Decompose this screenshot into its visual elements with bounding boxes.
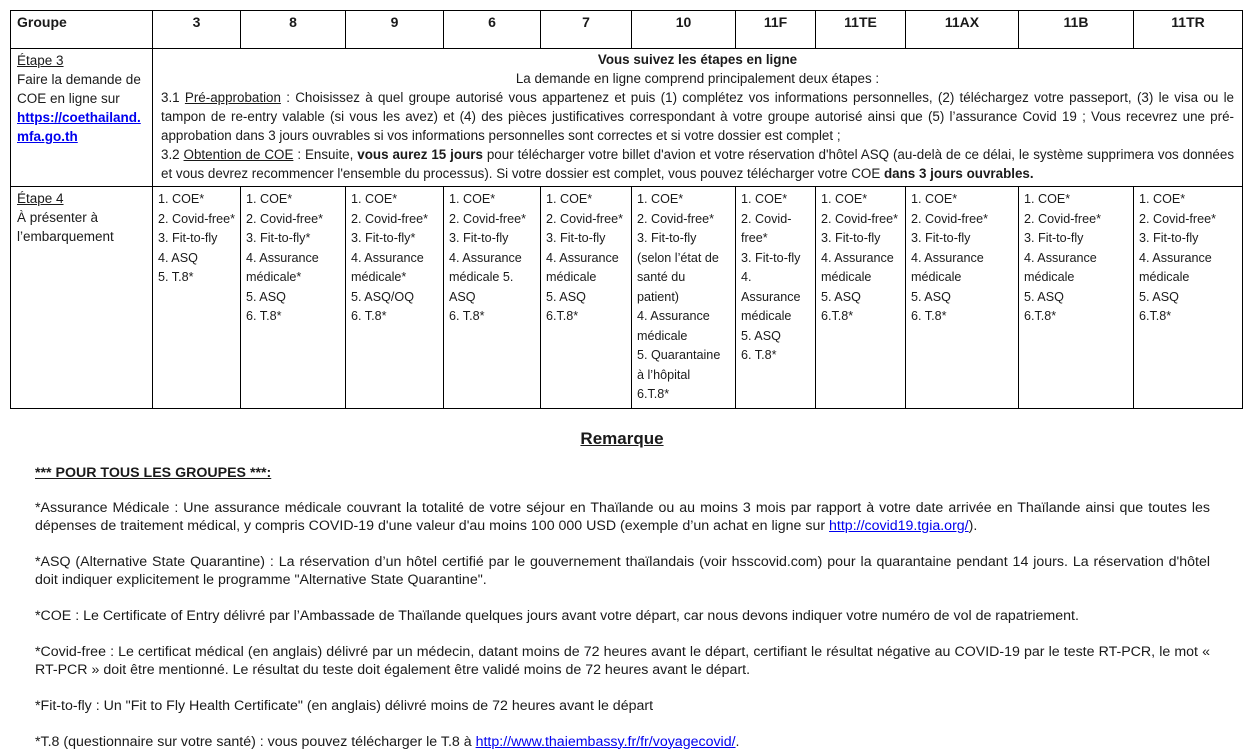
checklist-item: 3. Fit-to-fly: [1139, 231, 1199, 245]
checklist-item: 3. Fit-to-fly: [821, 231, 881, 245]
note-fit-to-fly: [35, 697, 1210, 715]
coe-steps-table: [10, 10, 1243, 409]
checklist-item: 1. COE*: [637, 192, 684, 206]
checklist-item: 4. Assurance médicale*: [246, 250, 319, 284]
column-header-6: 6: [444, 11, 541, 49]
checklist-item: 4. Assurance médicale: [1024, 250, 1097, 284]
note-covid-free: [35, 643, 1210, 679]
note-assurance-medicale: [35, 499, 1210, 535]
etape3-step-3-1: [161, 88, 1234, 145]
checklist-item: 5. ASQ/OQ: [351, 289, 414, 304]
checklist-item: 4. Assurance médicale: [1139, 250, 1212, 284]
checklist-item: 4. Assurance médicale: [637, 309, 710, 343]
checklist-item: 2. Covid-free*: [158, 211, 235, 226]
checklist-item: 3. Fit-to-fly: [158, 231, 218, 245]
checklist-item: 1. COE*: [351, 192, 398, 206]
text-segment: *Fit-to-fly : Un "Fit to Fly Health Certificate" (en anglais) délivré moins de 72 heures avant le départ: [35, 697, 654, 714]
checklist-item: 1. COE*: [911, 192, 958, 206]
text-segment: 3.1: [161, 90, 185, 105]
text-segment: 3.2: [161, 147, 184, 162]
checklist-item: 6.T.8*: [637, 387, 670, 401]
checklist-item: 5. T.8*: [158, 270, 194, 284]
checklist-item: 3. Fit-to-fly: [741, 250, 801, 265]
notes-section: [35, 465, 1210, 751]
table-header-row: [11, 11, 1243, 49]
text-segment: *Assurance Médicale : Une assurance médicale couvrant la totalité de votre séjour en Thaïlande ou au moins 3 mois par rapport à votre date arrivée en Thaïlande ainsi que toutes les dépenses de traitement médical, y compris COVID-19 d'une valeur d'au moins 100 000 USD (exemple d’un achat en ligne sur: [35, 499, 1210, 534]
checklist-item: 2. Covid-free*: [1024, 211, 1101, 226]
text-segment: .: [735, 733, 740, 750]
etape3-label-cell: [11, 49, 153, 187]
note-asq: [35, 553, 1210, 589]
column-header-11te: 11TE: [816, 11, 906, 49]
checklist-item: 3. Fit-to-fly*: [246, 231, 311, 245]
text-segment: : Ensuite,: [293, 147, 358, 162]
checklist-item: 2. Covid-free*: [351, 211, 428, 226]
etape4-title: Étape 4: [17, 191, 64, 206]
checklist-item: 1. COE*: [1139, 192, 1186, 206]
etape4-subtitle: À présenter à l’embarquement: [17, 210, 114, 244]
etape3-subtitle: Faire la demande de COE en ligne sur: [17, 72, 141, 106]
checklist-item: 2. Covid-free*: [911, 211, 988, 226]
etape3-instructions-cell: [153, 49, 1243, 187]
checklist-group-10: [632, 187, 736, 409]
checklist-item: 1. COE*: [158, 192, 205, 206]
column-header-9: 9: [346, 11, 444, 49]
checklist-item: 1. COE*: [741, 192, 788, 206]
checklist-group-11ax: [906, 187, 1019, 409]
text-segment: Obtention de COE: [183, 147, 294, 162]
checklist-item: 2. Covid-free*: [246, 211, 323, 226]
checklist-item: 5. ASQ: [1139, 289, 1179, 304]
checklist-item: 4. Assurance médicale: [741, 270, 801, 323]
etape4-row: [11, 187, 1243, 409]
checklist-group-6: [444, 187, 541, 409]
checklist-item: 2. Covid-free*: [449, 211, 526, 226]
checklist-item: 3. Fit-to-fly: [546, 231, 606, 245]
text-segment: *COE : Le Certificate of Entry délivré par l’Ambassade de Thaïlande quelques jours avant votre départ, car nous devons indiquer votre numéro de vol de rapatriement.: [35, 607, 1079, 624]
text-segment: ).: [968, 517, 978, 534]
checklist-item: 4. Assurance médicale: [546, 250, 619, 284]
checklist-item: 5. ASQ: [911, 289, 951, 304]
tgia-link[interactable]: http://covid19.tgia.org/: [829, 517, 969, 534]
coethailand-link[interactable]: https://coethailand.mfa.go.th: [17, 110, 141, 144]
note-coe: [35, 607, 1210, 625]
checklist-item: 4. Assurance médicale*: [351, 250, 424, 284]
checklist-item: 6. T.8*: [351, 309, 387, 323]
checklist-item: 1. COE*: [546, 192, 593, 206]
checklist-group-11tr: [1134, 187, 1243, 409]
checklist-group-9: [346, 187, 444, 409]
text-segment: *Covid-free : Le certificat médical (en anglais) délivré par un médecin, datant moins de 72 heures avant le départ, certifiant le résultat négative au COVID-19 par le teste RT-PCR, le mot « RT-PCR » doit être mentionné. Le résultat du teste doit également être validé moins de 72 heures avant le départ.: [35, 643, 1210, 678]
column-header-11b: 11B: [1019, 11, 1134, 49]
checklist-item: 4. Assurance médicale 5. ASQ: [449, 250, 522, 304]
etape3-step-3-2: [161, 145, 1234, 183]
groups-note: *** POUR TOUS LES GROUPES ***:: [35, 464, 272, 481]
checklist-item: 5. ASQ: [741, 328, 781, 343]
checklist-item: 5. ASQ: [1024, 289, 1064, 304]
etape3-intro: La demande en ligne comprend principalement deux étapes :: [515, 71, 880, 86]
checklist-item: 6.T.8*: [1024, 309, 1057, 323]
checklist-item: 6. T.8*: [911, 309, 947, 323]
checklist-item: 5. Quarantaine à l’hôpital: [637, 348, 721, 382]
text-segment: vous aurez 15 jours: [357, 147, 483, 162]
checklist-item: 1. COE*: [1024, 192, 1071, 206]
etape4-label-cell: [11, 187, 153, 409]
thaiembassy-link[interactable]: http://www.thaiembassy.fr/fr/voyagecovid/: [475, 733, 736, 750]
checklist-item: 3. Fit-to-fly: [449, 231, 509, 245]
checklist-item: 1. COE*: [246, 192, 293, 206]
text-segment: *T.8 (questionnaire sur votre santé) : vous pouvez télécharger le T.8 à: [35, 733, 476, 750]
document-page: [0, 10, 1244, 751]
column-header-11tr: 11TR: [1134, 11, 1243, 49]
column-header-11f: 11F: [736, 11, 816, 49]
column-header-groupe: Groupe: [11, 11, 153, 49]
checklist-group-11b: [1019, 187, 1134, 409]
text-segment: *ASQ (Alternative State Quarantine) : La réservation d’un hôtel certifié par le gouvernement thaïlandais (voir hsscovid.com) pour la quarantaine pendant 14 jours. La réservation d'hôtel doit indiquer explicitement le programme "Alternative State Quarantine".: [35, 553, 1210, 588]
checklist-item: 3. Fit-to-fly (selon l’état de santé du patient): [637, 231, 719, 304]
checklist-item: 3. Fit-to-fly*: [351, 231, 416, 245]
checklist-item: 6.T.8*: [1139, 309, 1172, 323]
column-header-8: 8: [241, 11, 346, 49]
checklist-item: 3. Fit-to-fly: [1024, 231, 1084, 245]
checklist-item: 6.T.8*: [821, 309, 854, 323]
checklist-item: 5. ASQ: [821, 289, 861, 304]
column-header-11ax: 11AX: [906, 11, 1019, 49]
checklist-item: 6.T.8*: [546, 309, 579, 323]
text-segment: Pré-approbation: [184, 90, 281, 105]
checklist-item: 6. T.8*: [741, 348, 777, 362]
etape3-title: Étape 3: [17, 53, 64, 68]
checklist-item: 1. COE*: [449, 192, 496, 206]
column-header-3: 3: [153, 11, 241, 49]
checklist-group-7: [541, 187, 632, 409]
checklist-item: 3. Fit-to-fly: [911, 231, 971, 245]
checklist-item: 2. Covid-free*: [1139, 211, 1216, 226]
etape3-intro-bold: Vous suivez les étapes en ligne: [597, 52, 798, 67]
text-segment: pour télécharger votre billet d'avion et votre réservation d'hôtel ASQ (au-delà de ce délai, le système supprimera vos données et vous devrez recommencer l'ensemble du processus). Si votre dossier est complet, vous pouvez télécharger votre COE: [161, 147, 1235, 181]
checklist-group-8: [241, 187, 346, 409]
checklist-item: 6. T.8*: [246, 309, 282, 323]
checklist-item: 2. Covid-free*: [637, 211, 714, 226]
text-segment: dans 3 jours ouvrables.: [884, 166, 1034, 181]
checklist-item: 4. ASQ: [158, 250, 198, 265]
checklist-group-11f: [736, 187, 816, 409]
checklist-item: 1. COE*: [821, 192, 868, 206]
remarque-heading: Remarque: [580, 428, 664, 448]
checklist-group-11te: [816, 187, 906, 409]
checklist-item: 2. Covid-free*: [821, 211, 898, 226]
checklist-item: 5. ASQ: [246, 289, 286, 304]
checklist-item: 4. Assurance médicale: [911, 250, 984, 284]
checklist-item: 5. ASQ: [546, 289, 586, 304]
note-t8: [35, 733, 1210, 751]
column-header-10: 10: [632, 11, 736, 49]
checklist-item: 6. T.8*: [449, 309, 485, 323]
text-segment: : Choisissez à quel groupe autorisé vous appartenez et puis (1) complétez vos informations personnelles, (2) téléchargez votre passeport, (3) le visa ou le tampon de re-entry valable (si vous les avez) et (4) des pièces justificatives correspondant à votre groupe autorisé ainsi que (5) l’assurance Covid 19 ; Vous recevrez une pré-approbation dans 3 jours ouvrables si vos informations personnelles sont correctes et si votre dossier est complet ;: [161, 90, 1234, 143]
checklist-item: 2. Covid-free*: [741, 211, 792, 245]
checklist-item: 2. Covid-free*: [546, 211, 623, 226]
column-header-7: 7: [541, 11, 632, 49]
checklist-group-3: [153, 187, 241, 409]
etape3-row: [11, 49, 1243, 187]
checklist-item: 4. Assurance médicale: [821, 250, 894, 284]
